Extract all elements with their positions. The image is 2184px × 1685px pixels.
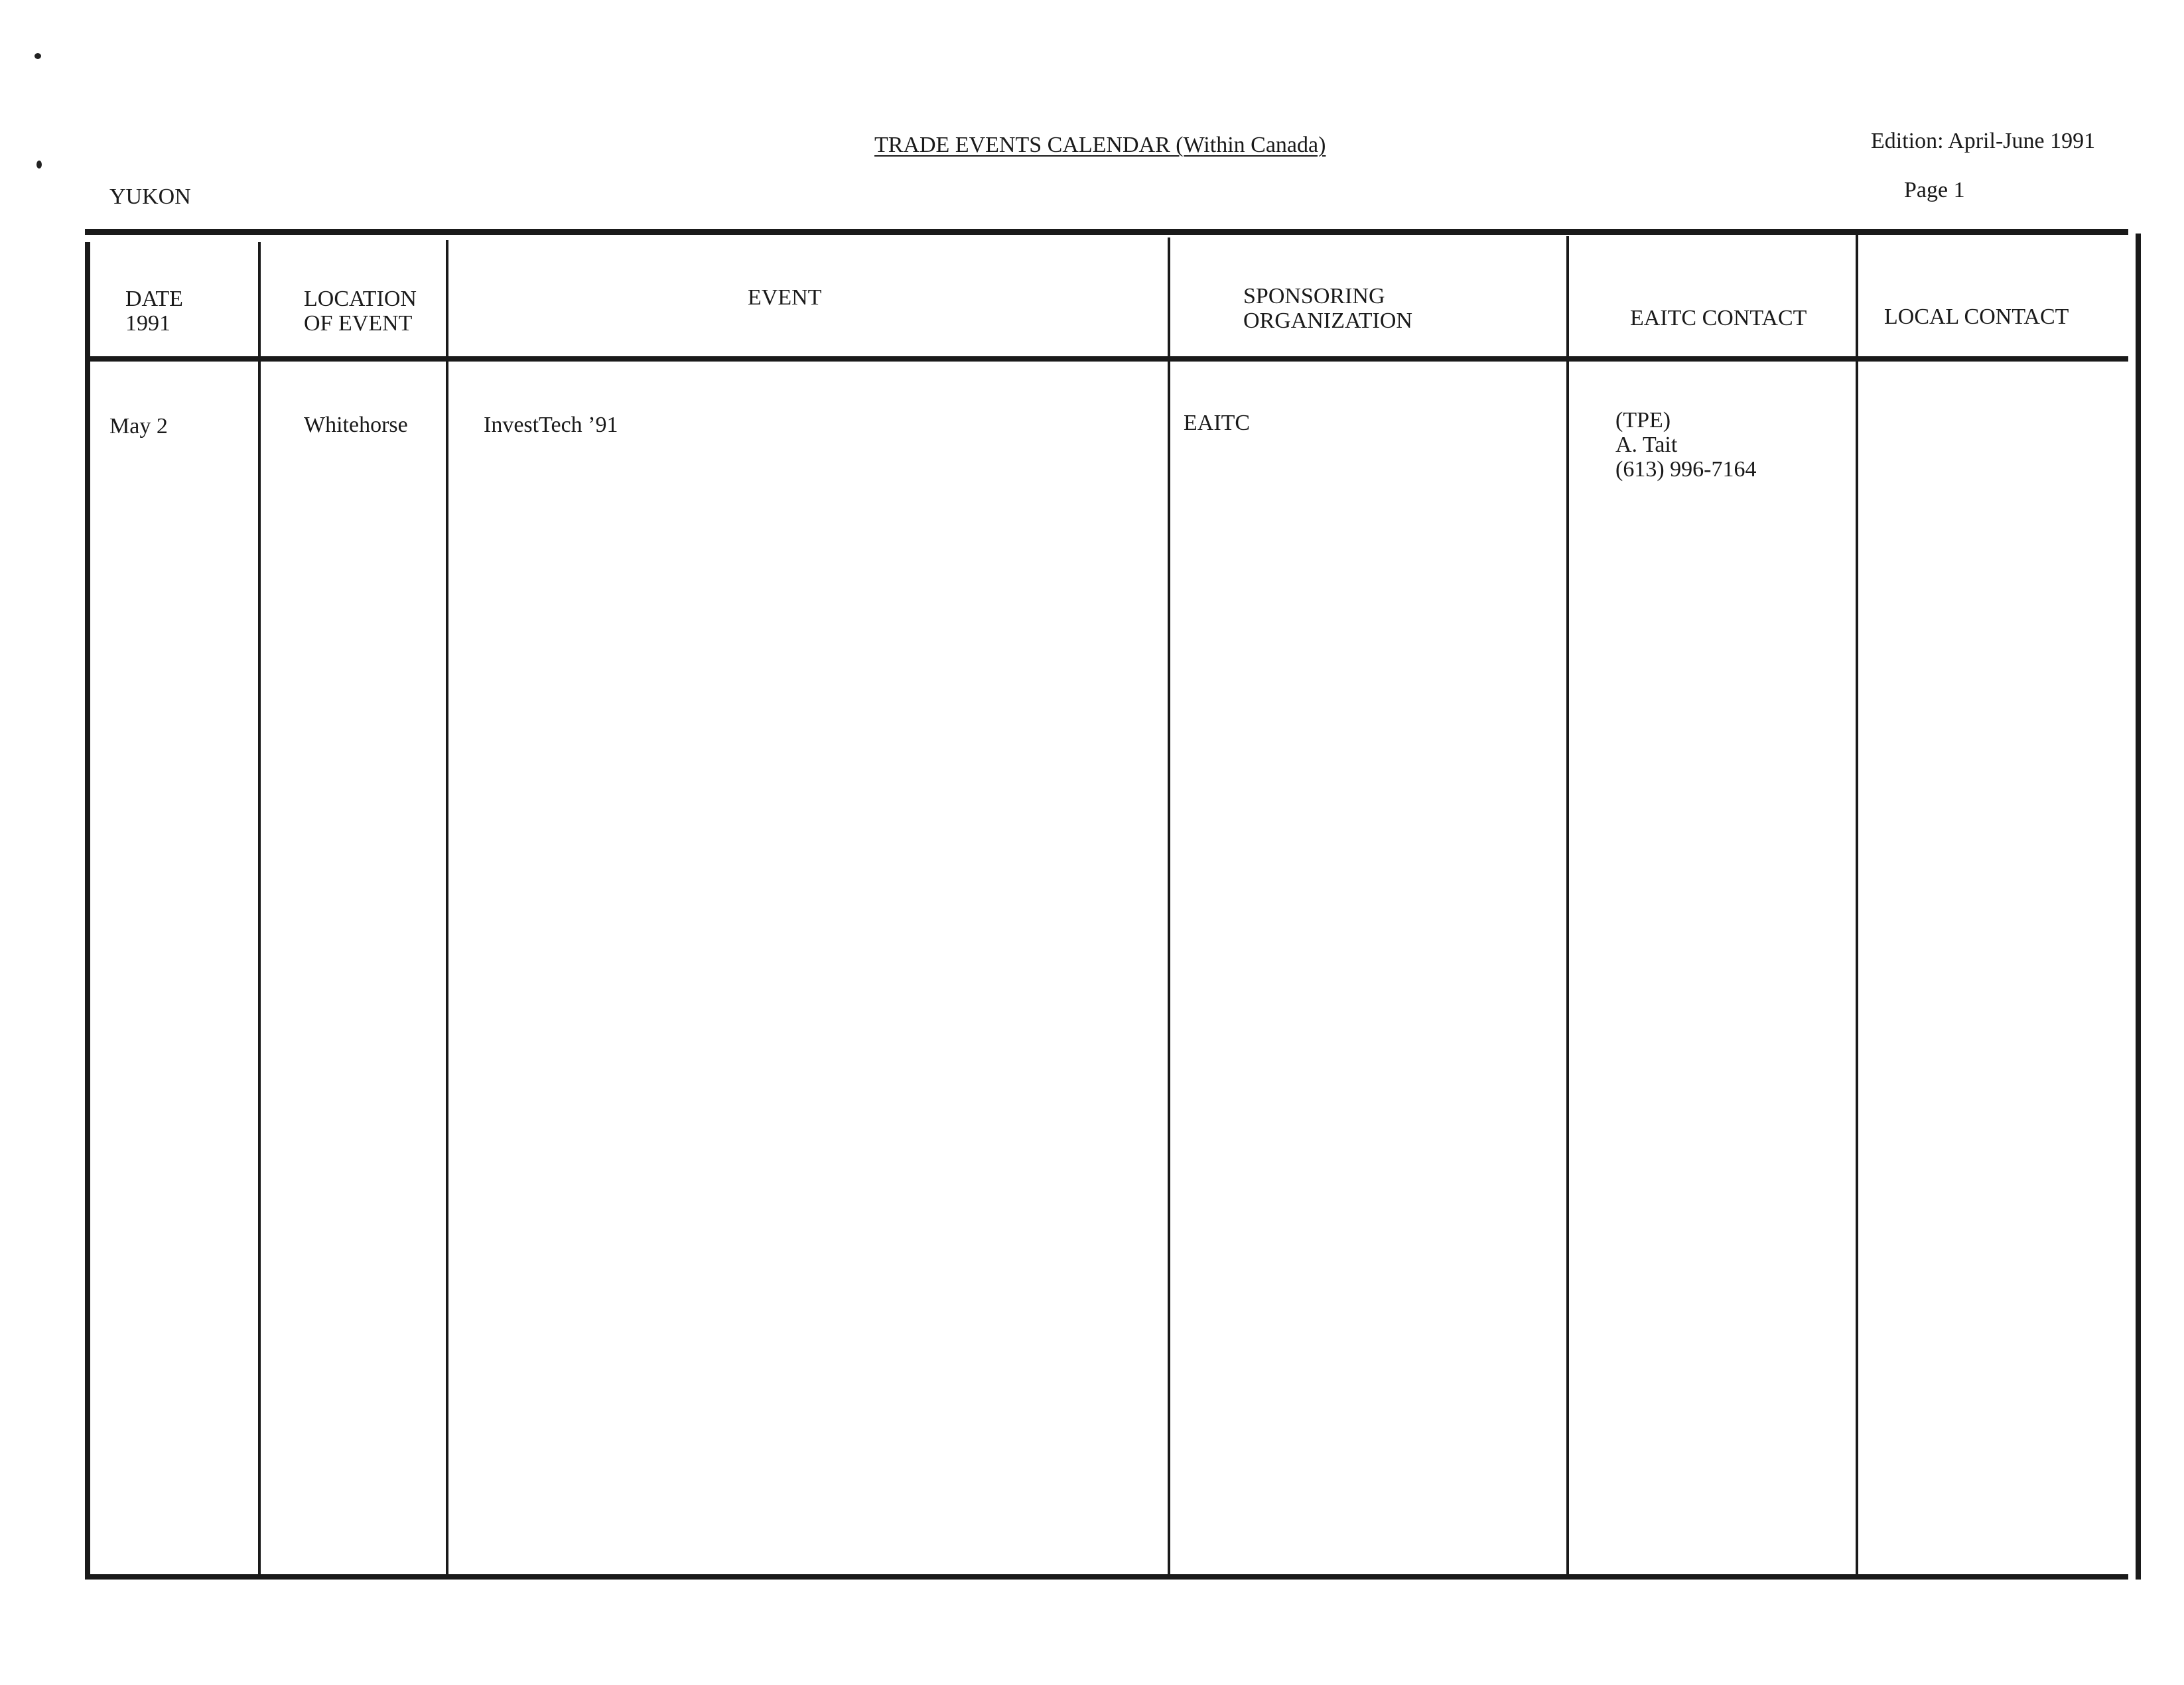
header-location: LOCATION OF EVENT — [304, 287, 417, 336]
table-bottom-border — [85, 1574, 2128, 1580]
header-date: DATE 1991 — [125, 287, 183, 336]
header-eaitc-contact: EAITC CONTACT — [1630, 306, 1807, 330]
column-divider — [446, 240, 448, 1580]
region-label: YUKON — [109, 184, 191, 209]
table-right-border — [2136, 234, 2141, 1580]
cell-eaitc-contact: (TPE) A. Tait (613) 996-7164 — [1615, 408, 1757, 482]
column-divider — [1856, 235, 1858, 1580]
header-separator — [90, 356, 2128, 362]
cell-event: InvestTech ’91 — [484, 413, 618, 437]
column-divider — [258, 242, 261, 1580]
cell-sponsor: EAITC — [1184, 411, 1251, 435]
header-sponsoring-organization: SPONSORING ORGANIZATION — [1243, 284, 1412, 333]
edition-label: Edition: April-June 1991 — [1871, 129, 2096, 153]
scan-speck — [34, 53, 41, 59]
header-local-contact: LOCAL CONTACT — [1884, 304, 2069, 329]
column-divider — [1168, 237, 1170, 1580]
column-divider — [1566, 236, 1569, 1580]
scan-speck — [36, 161, 42, 168]
header-event: EVENT — [748, 285, 822, 310]
cell-location: Whitehorse — [304, 413, 408, 437]
table-top-border — [85, 229, 2128, 235]
page-number: Page 1 — [1904, 178, 1965, 202]
document-title: TRADE EVENTS CALENDAR (Within Canada) — [874, 133, 1326, 157]
cell-date: May 2 — [109, 414, 168, 438]
table-left-border — [85, 242, 90, 1580]
